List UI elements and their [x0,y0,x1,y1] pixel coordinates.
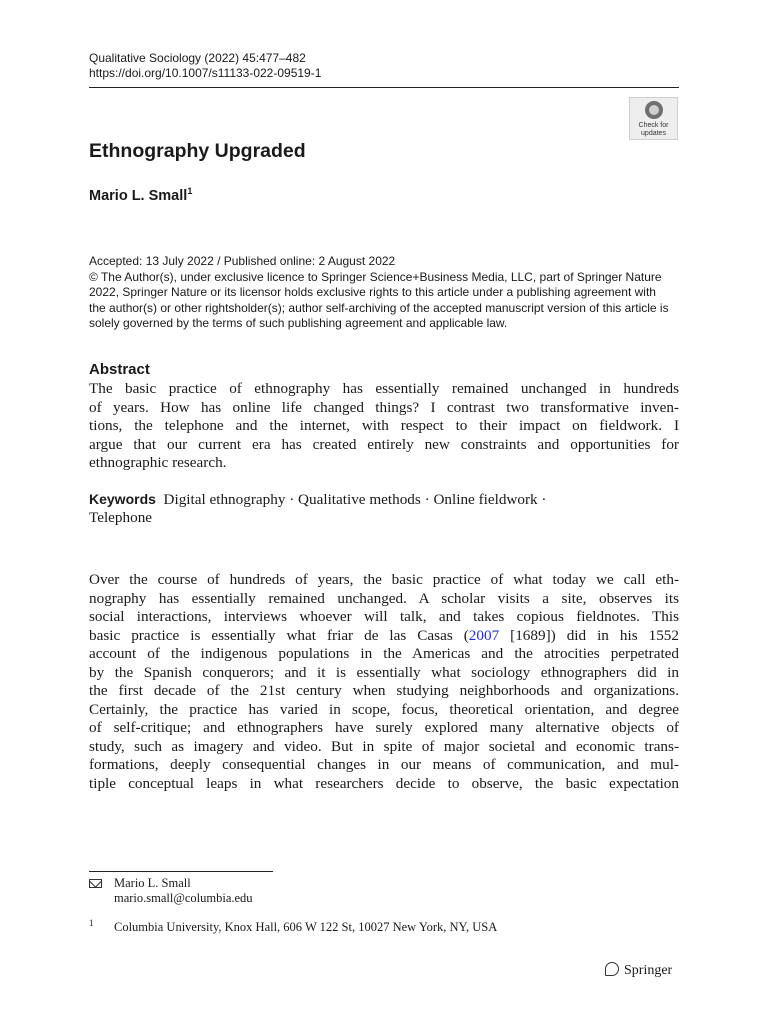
keywords-label: Keywords [89,491,156,507]
header-rule [89,87,679,88]
body-line: nography has essentially remained unchanged. A scholar visits a site, observes its [89,589,679,607]
publication-dates: Accepted: 13 July 2022 / Published online: 2 August 2022 [89,254,396,268]
body-line: Certainly, the practice has varied in scope, focus, theoretical orientation, and degree [89,700,679,718]
badge-line2: updates [641,130,666,137]
abstract-line: tions, the telephone and the internet, with respect to their impact on fieldwork. I [89,417,679,434]
body-line: formations, deeply consequential changes in our means of communication, and mul- [89,756,679,773]
footnote-rule [89,871,273,872]
springer-horse-icon [605,962,619,976]
affiliation-footnote-mark: 1 [89,918,94,928]
journal-citation: Qualitative Sociology (2022) 45:477–482 [89,51,306,65]
abstract-line: argue that our current era has created entirely new constraints and opportunities for [89,435,679,453]
body-text: basic practice is essentially what friar de las Casas ( [89,626,469,644]
author-name-text: Mario L. Small [89,187,188,204]
body-line: study, such as imagery and video. But in spite of major societal and economic trans- [89,737,679,755]
publisher-name: Springer [624,963,673,978]
article-title: Ethnography Upgraded [89,140,306,162]
publisher-logo [605,962,672,979]
doi-link[interactable]: https://doi.org/10.1007/s11133-022-09519-1 [89,66,322,80]
badge-line1: Check for [638,122,669,129]
affiliation-text: Columbia University, Knox Hall, 606 W 122 St, 10027 New York, NY, USA [114,920,498,934]
citation-link[interactable]: 2007 [468,626,500,644]
body-line: account of the indigenous populations in the Americas and the atrocities perpetrated [89,645,679,662]
contact-name: Mario L. Small [114,876,191,890]
affiliation-mark: 1 [187,186,193,196]
body-line-with-citation [89,627,679,646]
body-line: the first decade of the 21st century when studying neighborhoods and organizations. [89,682,679,699]
copyright-line: © The Author(s), under exclusive licence to Springer Science+Business Media, LLC, part of Springer Nature [89,269,662,284]
author-name [89,186,192,204]
check-for-updates-icon [645,101,663,119]
body-line: Over the course of hundreds of years, the basic practice of what today we call eth- [89,571,679,588]
abstract-line: of years. How has online life changed things? I contrast two transformative inven- [89,398,679,416]
envelope-icon [89,879,102,888]
abstract-line: ethnographic research. [89,454,227,471]
body-line: social interactions, interviews whoever will talk, and takes copious fieldnotes. This [89,608,679,625]
copyright-line: the author(s) or other rightsholder(s); author self-archiving of the accepted manuscript version of this article is [89,300,669,315]
copyright-line: solely governed by the terms of such publishing agreement and applicable law. [89,316,508,330]
contact-email[interactable]: mario.small@columbia.edu [114,891,253,905]
keywords-list: Digital ethnography · Qualitative methods · Online fieldwork · [163,491,547,508]
keywords-line [89,490,679,510]
body-line: of self-critique; and ethnographers have surely explored many alternative objects of [89,719,679,736]
abstract-heading: Abstract [89,361,150,378]
keywords-line-2: Telephone [89,509,153,526]
abstract-line: The basic practice of ethnography has essentially remained unchanged in hundreds [89,380,679,397]
check-for-updates-badge[interactable] [629,97,678,140]
body-text: [1689]) did in his 1552 [499,626,679,644]
body-line: tiple conceptual leaps in what researchers decide to observe, the basic expectation [89,774,679,792]
copyright-line: 2022, Springer Nature or its licensor holds exclusive rights to this article under a publishing agreement with [89,285,656,299]
body-line: by the Spanish conquerors; and it is essentially what sociology ethnographers did in [89,663,679,681]
